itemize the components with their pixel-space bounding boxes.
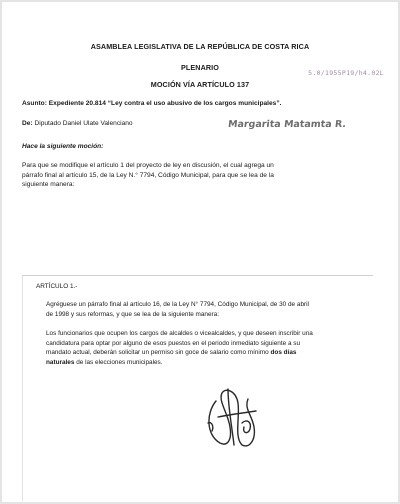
article-text [46, 300, 368, 319]
subject-line [22, 100, 281, 107]
from-line [22, 120, 133, 127]
quote-line [46, 348, 368, 358]
signature [198, 383, 268, 453]
article-heading: ARTÍCULO 1.- [36, 283, 78, 290]
receipt-stamp: 5.0/1955P19/h4.02L [308, 69, 384, 77]
document-page [2, 2, 398, 502]
subject-text: Expediente 20.814 “Ley contra el uso abusivo de los cargos municipales”. [48, 100, 282, 107]
article-line: de 1998 y sus reformas, y que se lea de la siguiente manera: [46, 310, 220, 318]
handwritten-name: Margarita Matamta R. [227, 119, 347, 130]
motion-title: MOCIÓN VÍA ARTÍCULO 137 [150, 80, 250, 89]
article-line: Agréguese un párrafo final al artículo 16, de la Ley N° 7794, Código Municipal, de 30 de abril [46, 301, 309, 308]
article-quote [46, 329, 368, 367]
body-line: Para que se modifique el artículo 1 del proyecto de ley en discusión, el cual agrega un [22, 162, 274, 169]
body-line: siguiente manera: [22, 181, 75, 189]
assembly-title: ASAMBLEA LEGISLATIVA DE LA REPÚBLICA DE COSTA RICA [90, 42, 310, 51]
subject-label: Asunto: [22, 100, 47, 107]
quote-end: de las elecciones municipales. [76, 358, 163, 366]
quote-bold: naturales [46, 358, 75, 366]
plenary-title: PLENARIO [181, 63, 219, 72]
motion-intro: Hace la siguiente moción: [22, 143, 104, 150]
quote-line-text: mandato actual, deberán solicitar un permiso sin goce de salario como mínimo [46, 349, 269, 357]
quote-bold: dos días [270, 349, 297, 357]
quote-line [46, 358, 368, 368]
from-label: De: [22, 120, 33, 127]
motion-body [22, 161, 372, 190]
from-text: Diputado Daniel Ulate Valenciano [34, 120, 133, 127]
quote-line: candidatura para optar por alguno de esos puestos en el periodo inmediato siguiente a su [46, 339, 301, 347]
body-line: párrafo final al artículo 15, de la Ley N.° 7794, Código Municipal, para que se lea de la [22, 171, 274, 179]
quote-line: Los funcionarios que ocupen los cargos de alcaldes o vicealcaldes, y que deseen inscribir una [46, 330, 313, 337]
